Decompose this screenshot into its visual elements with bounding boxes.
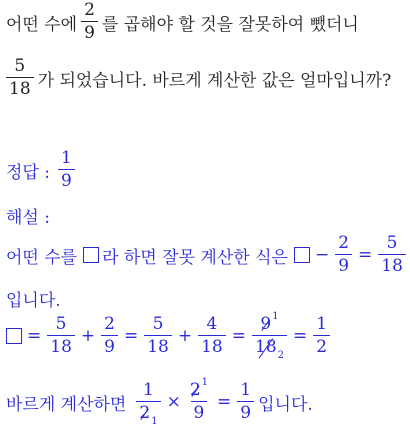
explanation-label-line	[6, 203, 50, 228]
denominator	[252, 335, 287, 361]
explanation-line-2	[6, 286, 61, 311]
equals-sign: =	[293, 326, 308, 346]
reduced-denominator: 1	[151, 416, 158, 427]
cancelled-numerator: 9	[260, 314, 272, 334]
fraction-five-eighteenths	[6, 58, 34, 98]
reduced-numerator: 1	[201, 377, 209, 388]
problem-line-1	[6, 2, 359, 42]
fraction	[47, 316, 75, 356]
numerator: 4	[206, 314, 218, 334]
unknown-box-icon	[294, 247, 310, 263]
denominator: 9	[191, 401, 208, 422]
equals-sign: =	[217, 392, 232, 412]
plus-sign: +	[80, 326, 96, 346]
denominator: 18	[378, 254, 406, 275]
numerator: 1	[316, 314, 328, 334]
explanation-text-4a: 바르게 계산하면	[6, 394, 127, 415]
reduced-fraction	[252, 311, 287, 361]
explanation-text-1b: 라 하면 잘못 계산한 식은	[102, 247, 288, 268]
denominator: 18	[47, 335, 75, 356]
fraction-five-eighteenths	[378, 235, 406, 275]
times-sign: ×	[166, 392, 181, 412]
problem-text-2: 가 되었습니다. 바르게 계산한 값은 얼마입니까?	[37, 70, 392, 91]
equals-sign: =	[27, 326, 42, 346]
problem-text-1b: 를 곱해야 할 것을 잘못하여 뺐더니	[101, 14, 359, 35]
denominator: 2	[313, 335, 330, 356]
numerator: 2	[338, 233, 350, 253]
explanation-text-2: 입니다.	[6, 291, 61, 311]
equals-sign: =	[231, 326, 246, 346]
fraction-two-ninths	[81, 2, 98, 42]
denominator: 18	[198, 335, 226, 356]
equals-sign: =	[123, 326, 139, 346]
reduced-fraction	[187, 377, 211, 423]
denominator: 9	[81, 21, 98, 42]
unknown-box-icon	[83, 247, 99, 263]
explanation-text-4b: 입니다.	[258, 394, 313, 415]
denominator: 9	[101, 335, 118, 356]
fraction-result	[313, 316, 330, 356]
fraction	[101, 316, 118, 356]
numerator: 1	[60, 148, 72, 168]
fraction-two-ninths	[335, 235, 352, 275]
numerator: 5	[14, 56, 26, 76]
explanation-text-1a: 어떤 수를	[6, 247, 78, 268]
plus-sign: +	[177, 326, 193, 346]
explanation-line-4	[6, 377, 313, 427]
numerator	[187, 377, 211, 401]
numerator: 1	[240, 380, 252, 400]
denominator: 18	[6, 77, 34, 98]
denominator: 9	[335, 254, 352, 275]
reduced-fraction	[136, 380, 160, 427]
minus-sign: −	[314, 245, 330, 265]
answer-line	[6, 150, 79, 190]
numerator	[257, 311, 281, 335]
denominator: 9	[237, 401, 254, 422]
fraction	[198, 316, 226, 356]
cancelled-denominator: 2	[139, 403, 151, 423]
problem-line-2	[6, 58, 391, 98]
problem-text-1a: 어떤 수에	[6, 14, 78, 35]
explanation-line-1	[6, 235, 410, 275]
denominator: 18	[144, 335, 172, 356]
numerator: 5	[55, 314, 67, 334]
reduced-numerator: 1	[272, 311, 279, 322]
numerator: 1	[143, 380, 154, 400]
fraction-result	[237, 382, 254, 422]
fraction	[144, 316, 172, 356]
denominator	[136, 401, 160, 427]
explanation-line-3	[6, 311, 334, 361]
cancelled-denominator: 18	[255, 337, 277, 357]
numerator: 2	[104, 314, 115, 334]
numerator: 2	[84, 0, 95, 20]
numerator: 5	[152, 314, 164, 334]
numerator: 5	[386, 233, 398, 253]
explanation-label: 해설 :	[6, 208, 50, 228]
answer-fraction	[58, 150, 75, 190]
reduced-denominator: 2	[277, 350, 285, 361]
equals-sign: =	[358, 245, 373, 265]
cancelled-numerator: 2	[189, 380, 201, 400]
answer-label: 정답 :	[6, 162, 50, 183]
denominator: 9	[58, 169, 75, 190]
unknown-box-icon	[6, 328, 22, 344]
